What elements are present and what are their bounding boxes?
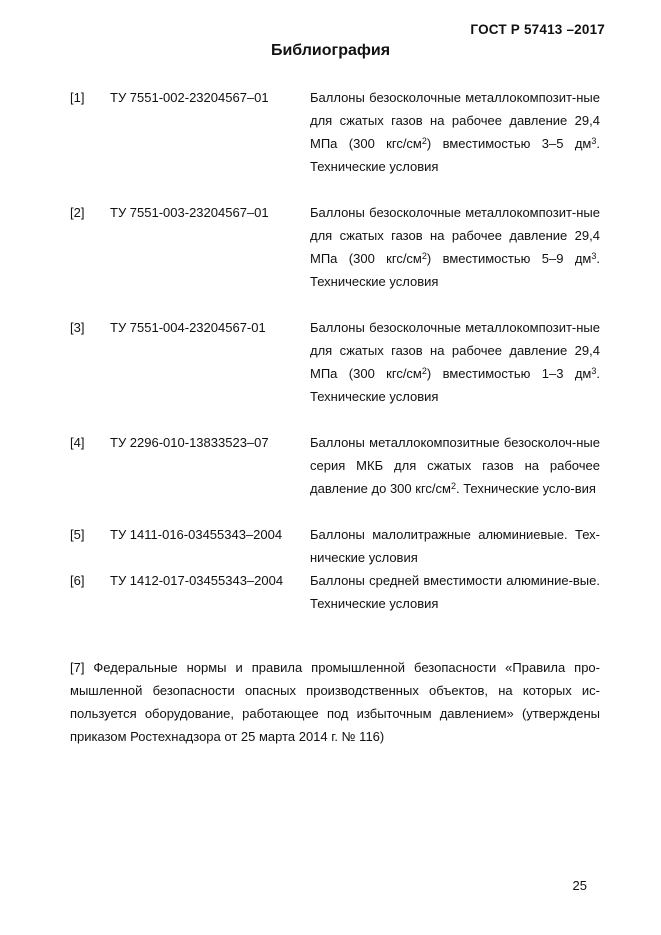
entry-code: ТУ 7551-003-23204567–01 [110, 205, 269, 220]
bibliography-entry-6 [70, 569, 600, 615]
entry-number: [5] [70, 527, 85, 542]
entry-code: ТУ 1411-016-03455343–2004 [110, 527, 283, 542]
entry-code: ТУ 1412-017-03455343–2004 [110, 573, 284, 588]
entry-description: Баллоны безосколочные металлокомпозит-ные для сжатых газов на рабочее давление 29,4 МПа (300 кгс/$см^2$) вместимостью 5–9 $дм^3$. Технические условия [310, 205, 600, 289]
bibliography-entry-5 [70, 523, 600, 569]
entry-description: Баллоны малолитражные алюминиевые. Тех-нические условия [310, 527, 600, 565]
bibliography-list [70, 86, 600, 615]
page-number: 25 [572, 878, 587, 893]
entry-number: [4] [70, 435, 85, 450]
bibliography-entry-1 [70, 86, 600, 178]
entry-number: [2] [70, 205, 85, 220]
bibliography-entry-3 [70, 316, 600, 408]
entry-number: [6] [70, 573, 85, 588]
entry-description: Баллоны металлокомпозитные безосколоч-ные серия МКБ для сжатых газов на рабочее давление до 300 кгс/$см^2$. Технические усло-вия [310, 435, 600, 496]
bibliography-entry-7: [7] Федеральные нормы и правила промышленной безопасности «Правила про-мышленной безопасности опасных производственных объектов, на которых ис-пользуется оборудование, работающее под избыточным давлением» (утверждены приказом Ростехнадзора от 25 марта 2014 г. № 116) [70, 660, 600, 744]
entry-number: [1] [70, 90, 85, 105]
entry-description: Баллоны безосколочные металлокомпозит-ные для сжатых газов на рабочее давление 29,4 МПа (300 кгс/$см^2$) вместимостью 3–5 $дм^3$. Технические условия [310, 90, 600, 174]
gost-code: ГОСТ Р 57413 –2017 [470, 22, 605, 37]
entry-code: ТУ 2296-010-13833523–07 [110, 435, 269, 450]
page-title: Библиография [270, 42, 391, 59]
bibliography-entry-4 [70, 431, 600, 500]
bibliography-entry-2 [70, 201, 600, 293]
entry-description: Баллоны средней вместимости алюминие-вые. Технические условия [310, 573, 600, 611]
entry-code: ТУ 7551-004-23204567-01 [110, 320, 266, 335]
entry-number: [3] [70, 320, 85, 335]
entry-description: Баллоны безосколочные металлокомпозит-ные для сжатых газов на рабочее давление 29,4 МПа (300 кгс/$см^2$) вместимостью 1–3 $дм^3$. Технические условия [310, 320, 600, 404]
entry-code: ТУ 7551-002-23204567–01 [110, 90, 269, 105]
